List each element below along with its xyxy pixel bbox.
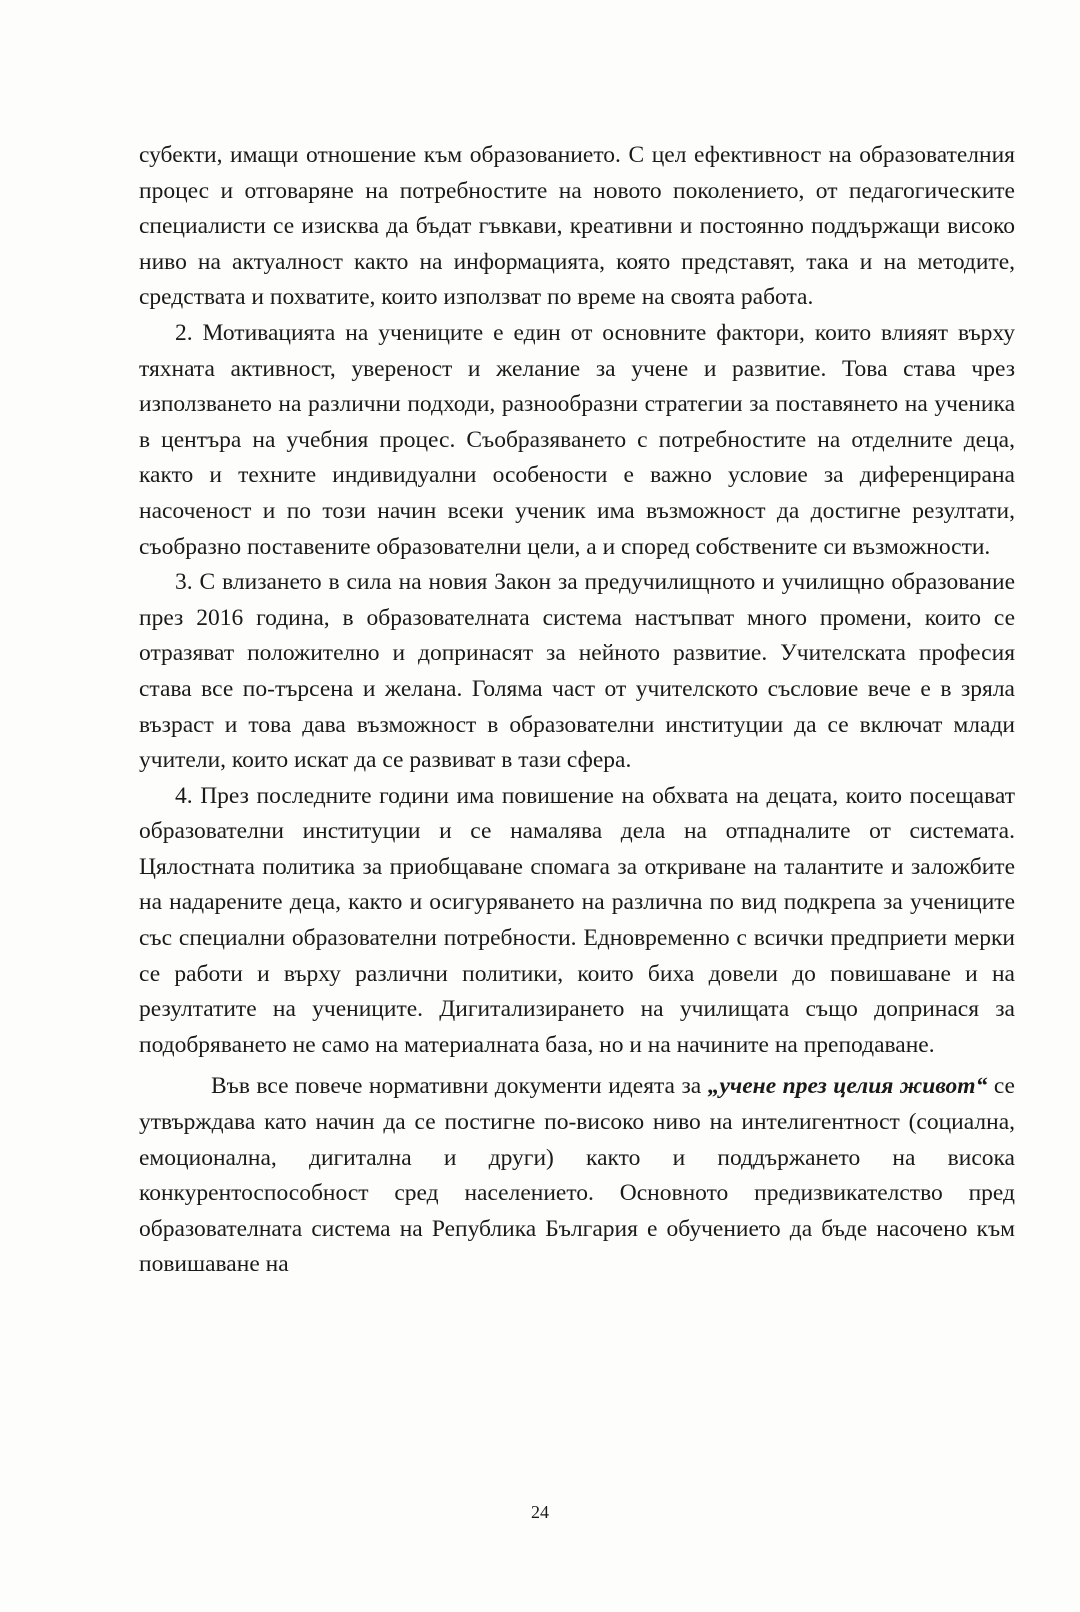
page-number: 24 xyxy=(531,1502,549,1522)
emphasized-phrase: „учене през целия живот“ xyxy=(707,1073,988,1100)
body-text xyxy=(139,138,1015,1283)
paragraph-lifelong-learning xyxy=(139,1069,1015,1283)
paragraph-item-4: 4. През последните години има повишение на обхвата на децата, които посещават образователни институции и се намалява дела на отпадналите от системата. Цялостната политика за приобщаване спомага за откриване на талантите и заложбите на надарените деца, както и осигуряването на различна по вид подкрепа за учениците със специални образователни потребности. Едновременно с всички предприети мерки се работи и върху различни политики, които биха довели до повишаване и на резултатите на учениците. Дигитализирането на училищата също допринася за подобряването не само на материалната база, но и на начините на преподаване. xyxy=(139,782,1015,1058)
paragraph-item-3: 3. С влизането в сила на новия Закон за предучилищното и училищно образование през 2016 година, в образователната система настъпват много промени, които се отразяват положително и допринасят за нейното развитие. Учителската професия става все по-търсена и желана. Голяма част от учителското съсловие вече е в зряла възраст и това дава възможност в образователни институции да се включат млади учители, които искат да се развиват в тази сфера. xyxy=(139,569,1015,774)
paragraph-text-end: се утвърждава като начин да се постигне по-високо ниво на интелигентност (социална, емоционална, дигитална и други) както и поддържането на висока конкурентоспособност сред населението. Основното предизвикателство пред образователната система на Република България е обучението да бъде насочено към повишаване на xyxy=(139,1073,1015,1278)
paragraph-intro: субекти, имащи отношение към образованието. С цел ефективност на образователния процес и отговаряне на потребностите на новото поколението, от педагогическите специалисти се изисква да бъдат гъвкави, креативни и постоянно поддържащи високо ниво на актуалност както на информацията, която представят, така и на методите, средствата и похватите, които използват по време на своята работа. xyxy=(139,142,1015,311)
paragraph-text-start: Във все повече нормативни документи идеята за xyxy=(211,1073,708,1100)
paragraph-item-2: 2. Мотивацията на учениците е един от основните фактори, които влияят върху тяхната активност, увереност и желание за учене и развитие. Това става чрез използването на различни подходи, разнообразни стратегии за поставянето на ученика в центъра на учебния процес. Съобразяването с потребностите на отделните деца, както и техните индивидуални особености е важно условие за диференцирана насоченост и по този начин всеки ученик има възможност да достигне резултати, съобразно поставените образователни цели, а и според собствените си възможности. xyxy=(139,319,1015,560)
